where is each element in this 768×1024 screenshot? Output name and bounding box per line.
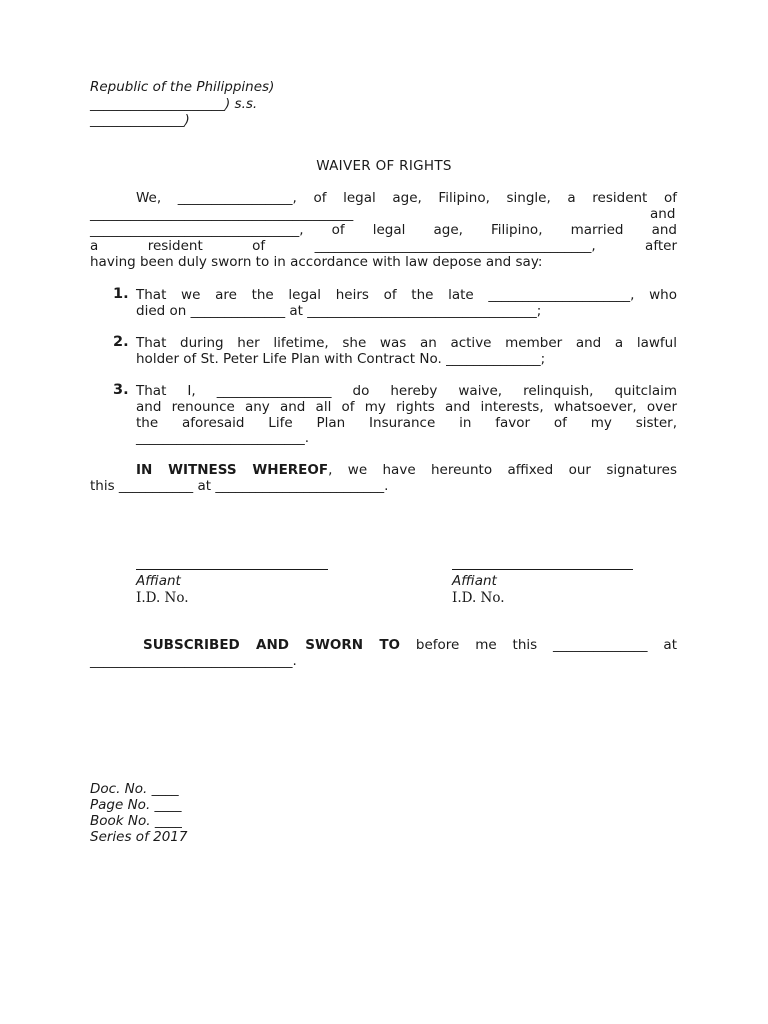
- document-title: WAIVER OF RIGHTS: [316, 158, 452, 174]
- intro-line-1: We, _________________, of legal age, Filipino, single, a resident of: [136, 190, 677, 206]
- intro-line-5: having been duly sworn to in accordance with law depose and say:: [90, 254, 543, 270]
- venue-republic: Republic of the Philippines): [90, 79, 275, 95]
- notarial-doc-no: Doc. No. ____: [90, 781, 179, 797]
- intro-line-4: a resident of _________________________________________, after: [90, 238, 677, 254]
- notarial-book-no: Book No. ____: [90, 813, 182, 829]
- jurat-line-1: [143, 637, 677, 653]
- item-2-number: 2.: [113, 334, 129, 350]
- item-3-line-3: the aforesaid Life Plan Insurance in favor of my sister,: [136, 415, 677, 431]
- jurat-heading: SUBSCRIBED AND SWORN TO: [143, 637, 401, 653]
- notarial-page-no: Page No. ____: [90, 797, 182, 813]
- signature-line-right: [452, 569, 633, 570]
- witness-line-2: this ___________ at _________________________.: [90, 478, 389, 494]
- signature-right-role: Affiant: [452, 573, 497, 589]
- signature-line-left: [136, 569, 328, 570]
- item-1-number: 1.: [113, 286, 129, 302]
- item-2-line-1: That during her lifetime, she was an active member and a lawful: [136, 335, 677, 351]
- item-2-line-2: holder of St. Peter Life Plan with Contract No. ______________;: [136, 351, 546, 367]
- intro-line-2-blank: _______________________________________: [90, 206, 354, 222]
- signature-left-role: Affiant: [136, 573, 181, 589]
- item-3-line-2: and renounce any and all of my rights and interests, whatsoever, over: [136, 399, 677, 415]
- notarial-series: Series of 2017: [90, 829, 188, 845]
- item-3-line-1: That I, _________________ do hereby waive, relinquish, quitclaim: [136, 383, 677, 399]
- item-1-line-2: died on ______________ at __________________________________;: [136, 303, 542, 319]
- jurat-line-2: ______________________________.: [90, 653, 297, 669]
- venue-province-blank: ____________________) s.s.: [90, 96, 258, 112]
- item-3-number: 3.: [113, 382, 129, 398]
- item-3-line-4: _________________________.: [136, 430, 310, 446]
- venue-city-blank: ______________): [90, 112, 190, 128]
- intro-line-2-and: and: [650, 206, 676, 222]
- signature-left-id: I.D. No.: [136, 590, 189, 606]
- jurat-text: before me this ______________ at: [400, 637, 677, 653]
- intro-line-3: _______________________________, of legal age, Filipino, married and: [90, 222, 677, 238]
- item-1-line-1: That we are the legal heirs of the late _____________________, who: [136, 287, 677, 303]
- witness-text: , we have hereunto affixed our signatures: [328, 462, 677, 478]
- witness-heading: IN WITNESS WHEREOF: [136, 462, 329, 478]
- signature-right-id: I.D. No.: [452, 590, 505, 606]
- witness-line-1: [136, 462, 677, 478]
